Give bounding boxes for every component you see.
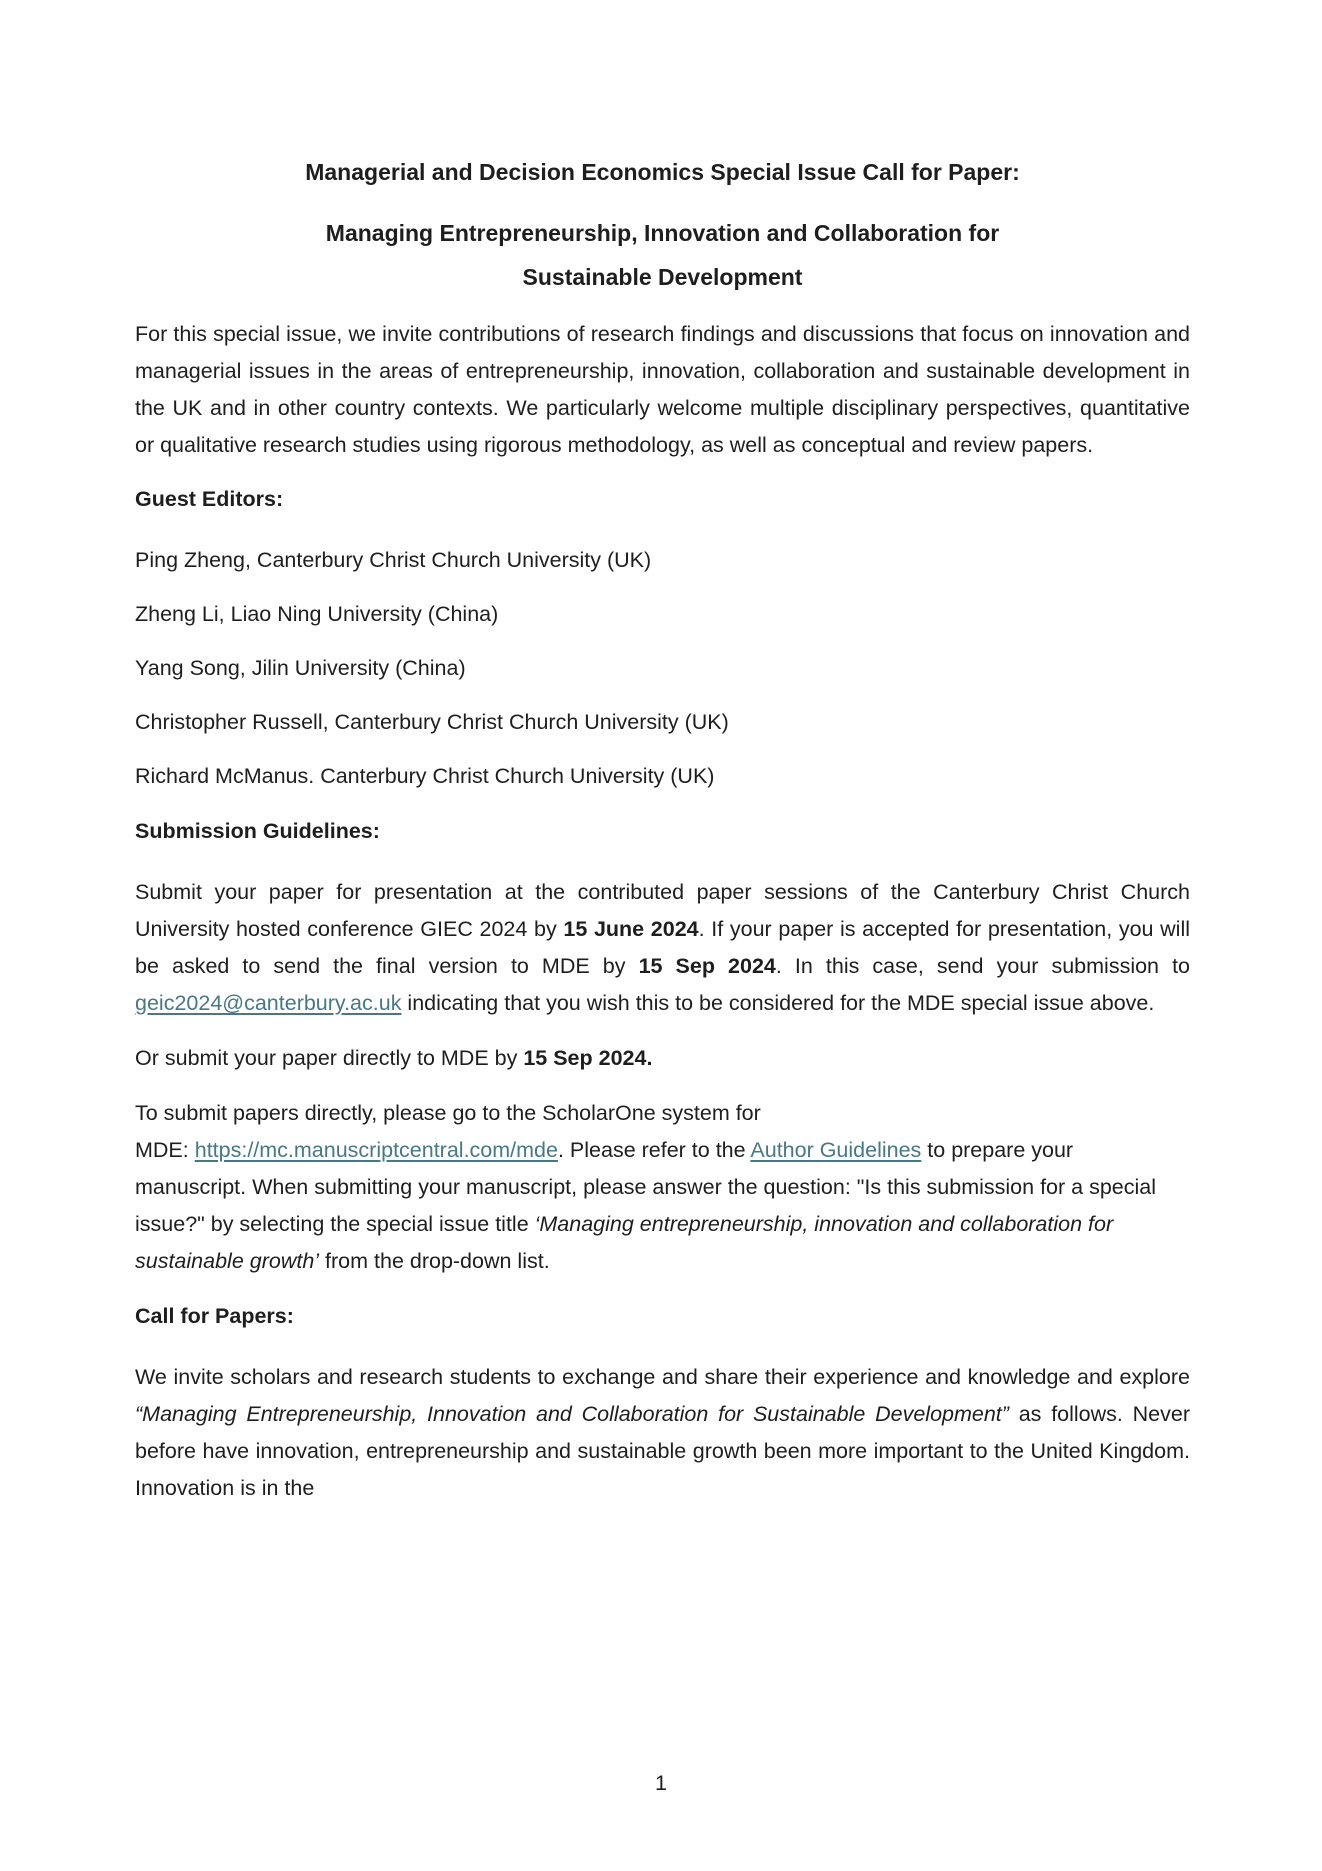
document-subtitle-line2: Sustainable Development	[522, 264, 803, 290]
document-subtitle-line1: Managing Entrepreneurship, Innovation and Collaboration for	[325, 220, 1000, 246]
text-run: to prepare your manuscript. When submitting your manuscript, please answer the question: "Is this submission for a special issue?" by selecting the special issue title	[135, 1138, 1156, 1236]
editor-line-zheng-li: Zheng Li, Liao Ning University (China)	[135, 602, 499, 626]
submission-guidelines-heading: Submission Guidelines:	[135, 819, 380, 843]
page-number: 1	[655, 1771, 667, 1795]
editor-line-ping-zheng: Ping Zheng, Canterbury Christ Church University (UK)	[135, 548, 652, 572]
text-run: . If your paper is accepted for presentation, you will be asked to send the final version to MDE by	[135, 917, 1191, 978]
geic2024-email-link[interactable]: geic2024@canterbury.ac.uk	[135, 991, 402, 1015]
text-run: MDE:	[135, 1138, 195, 1162]
text-run: . Please refer to the	[557, 1138, 751, 1162]
editor-line-christopher-russell: Christopher Russell, Canterbury Christ Church University (UK)	[135, 710, 729, 734]
text-run: Or submit your paper directly to MDE by	[135, 1046, 524, 1070]
intro-paragraph: For this special issue, we invite contributions of research findings and discussions that focus on innovation and managerial issues in the areas of entrepreneurship, innovation, collaboration and sustainable development in the UK and in other country contexts. We particularly welcome multiple disciplinary perspectives, quantitative or qualitative research studies using rigorous methodology, as well as conceptual and review papers.	[135, 322, 1190, 457]
scholarone-paragraph	[135, 1095, 1190, 1280]
call-for-papers-paragraph	[135, 1359, 1190, 1507]
special-issue-theme-run: “Managing Entrepreneurship, Innovation and Collaboration for Sustainable Development”	[135, 1402, 1009, 1426]
text-run: Submit your paper for presentation at the contributed paper sessions of the Canterbury Christ Church University hosted conference GIEC 2024 by	[135, 880, 1190, 941]
deadline-sep-2024-direct: 15 Sep 2024.	[523, 1046, 653, 1070]
text-run: . In this case, send your submission to	[775, 954, 1191, 978]
text-run: as follows. Never before have innovation, entrepreneurship and sustainable growth been more important to the United Kingdom. Innovation is in the	[135, 1402, 1191, 1500]
call-for-papers-heading: Call for Papers:	[135, 1304, 294, 1328]
author-guidelines-link[interactable]: Author Guidelines	[750, 1138, 922, 1162]
editor-line-richard-mcmanus: Richard McManus. Canterbury Christ Church University (UK)	[135, 764, 715, 788]
editor-line-yang-song: Yang Song, Jilin University (China)	[135, 656, 466, 680]
submission-paragraph	[135, 874, 1190, 1022]
document-title-line1: Managerial and Decision Economics Special Issue Call for Paper:	[305, 159, 1020, 185]
direct-deadline-paragraph	[135, 1040, 1190, 1077]
text-run: indicating that you wish this to be considered for the MDE special issue above.	[401, 991, 1155, 1015]
guest-editors-heading: Guest Editors:	[135, 487, 284, 511]
deadline-june-2024: 15 June 2024	[563, 917, 699, 941]
text-run: To submit papers directly, please go to the ScholarOne system for	[135, 1101, 761, 1125]
document-subtitle	[135, 211, 1190, 299]
text-run: from the drop-down list.	[319, 1249, 550, 1273]
special-issue-title-run: ‘Managing entrepreneurship, innovation and collaboration for sustainable growth’	[135, 1212, 1114, 1273]
text-run: We invite scholars and research students to exchange and share their experience and knowledge and explore	[135, 1365, 1190, 1389]
manuscriptcentral-url-link[interactable]: https://mc.manuscriptcentral.com/mde	[194, 1138, 558, 1162]
deadline-sep-2024: 15 Sep 2024	[638, 954, 776, 978]
